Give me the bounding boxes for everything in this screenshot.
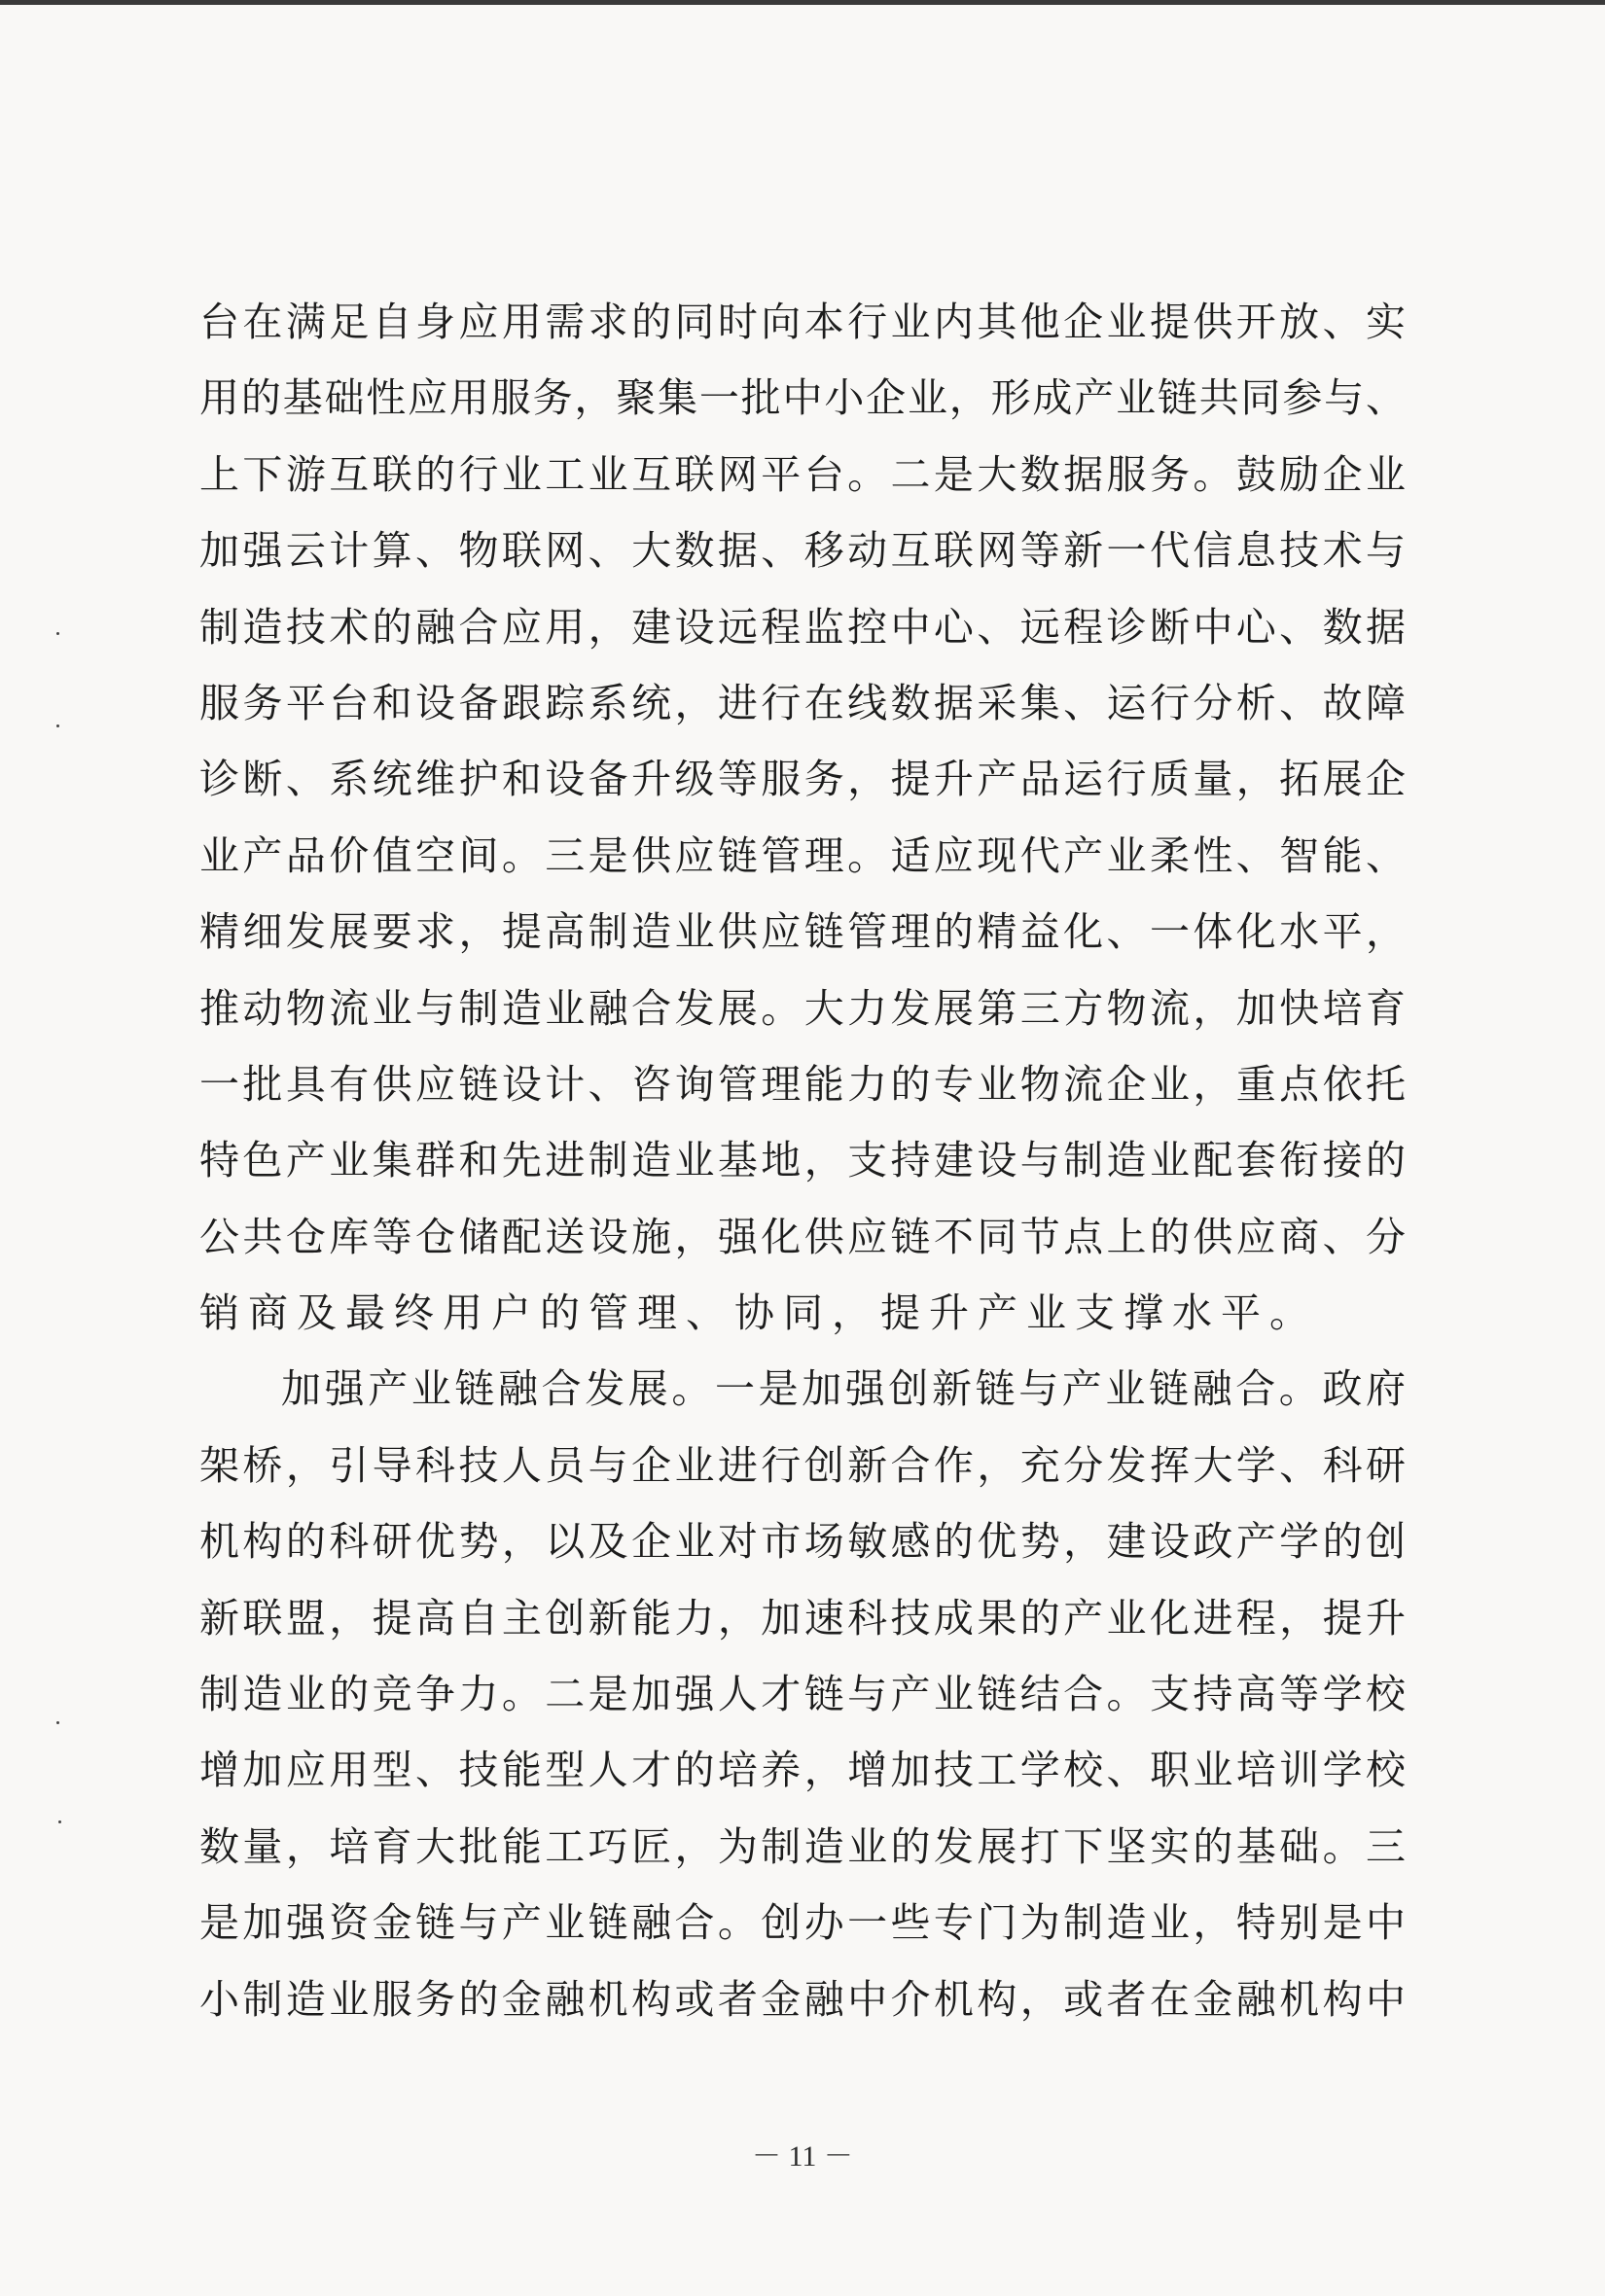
text-line: 是加强资金链与产业链融合。创办一些专门为制造业，特别是中 bbox=[199, 1899, 1406, 1947]
text-line: 上下游互联的行业工业互联网平台。二是大数据服务。鼓励企业 bbox=[199, 450, 1406, 498]
paragraph-2 bbox=[199, 1351, 1406, 2037]
text-line: 小制造业服务的金融机构或者金融中介机构，或者在金融机构中 bbox=[199, 1975, 1406, 2023]
scan-dot bbox=[56, 724, 59, 727]
text-line: 一批具有供应链设计、咨询管理能力的专业物流企业，重点依托 bbox=[199, 1060, 1406, 1108]
text-line: 推动物流业与制造业融合发展。大力发展第三方物流，加快培育 bbox=[199, 984, 1406, 1032]
text-line: 业产品价值空间。三是供应链管理。适应现代产业柔性、智能、 bbox=[199, 831, 1406, 879]
text-line: 服务平台和设备跟踪系统，进行在线数据采集、运行分析、故障 bbox=[199, 679, 1406, 726]
text-line: 用的基础性应用服务，聚集一批中小企业，形成产业链共同参与、 bbox=[199, 374, 1406, 422]
text-line: 制造技术的融合应用，建设远程监控中心、远程诊断中心、数据 bbox=[199, 603, 1406, 651]
paragraph-1 bbox=[199, 284, 1406, 1351]
page-number: － 11 － bbox=[752, 2140, 853, 2172]
text-line: 诊断、系统维护和设备升级等服务，提升产品运行质量，拓展企 bbox=[199, 756, 1406, 803]
scan-dot bbox=[56, 632, 59, 635]
text-line: 销商及最终用户的管理、协同，提升产业支撑水平。 bbox=[199, 1289, 1318, 1337]
text-line: 架桥，引导科技人员与企业进行创新合作，充分发挥大学、科研 bbox=[199, 1441, 1406, 1489]
document-body bbox=[199, 284, 1406, 2037]
text-line: 制造业的竞争力。二是加强人才链与产业链结合。支持高等学校 bbox=[199, 1671, 1406, 1718]
scan-top-edge bbox=[0, 0, 1605, 5]
text-line: 加强产业链融合发展。一是加强创新链与产业链融合。政府 bbox=[281, 1365, 1406, 1413]
scan-dot bbox=[56, 1721, 59, 1724]
text-line: 新联盟，提高自主创新能力，加速科技成果的产业化进程，提升 bbox=[199, 1594, 1406, 1642]
text-line: 增加应用型、技能型人才的培养，增加技工学校、职业培训学校 bbox=[199, 1747, 1406, 1794]
scan-dot bbox=[58, 1820, 61, 1823]
text-line: 特色产业集群和先进制造业基地，支持建设与制造业配套衔接的 bbox=[199, 1137, 1406, 1184]
text-line: 公共仓库等仓储配送设施，强化供应链不同节点上的供应商、分 bbox=[199, 1213, 1406, 1260]
text-line: 数量，培育大批能工巧匠，为制造业的发展打下坚实的基础。三 bbox=[199, 1822, 1406, 1870]
text-line: 台在满足自身应用需求的同时向本行业内其他企业提供开放、实 bbox=[199, 299, 1406, 345]
text-line: 精细发展要求，提高制造业供应链管理的精益化、一体化水平， bbox=[199, 908, 1406, 956]
text-line: 机构的科研优势，以及企业对市场敏感的优势，建设政产学的创 bbox=[199, 1518, 1406, 1566]
text-line: 加强云计算、物联网、大数据、移动互联网等新一代信息技术与 bbox=[199, 527, 1406, 575]
